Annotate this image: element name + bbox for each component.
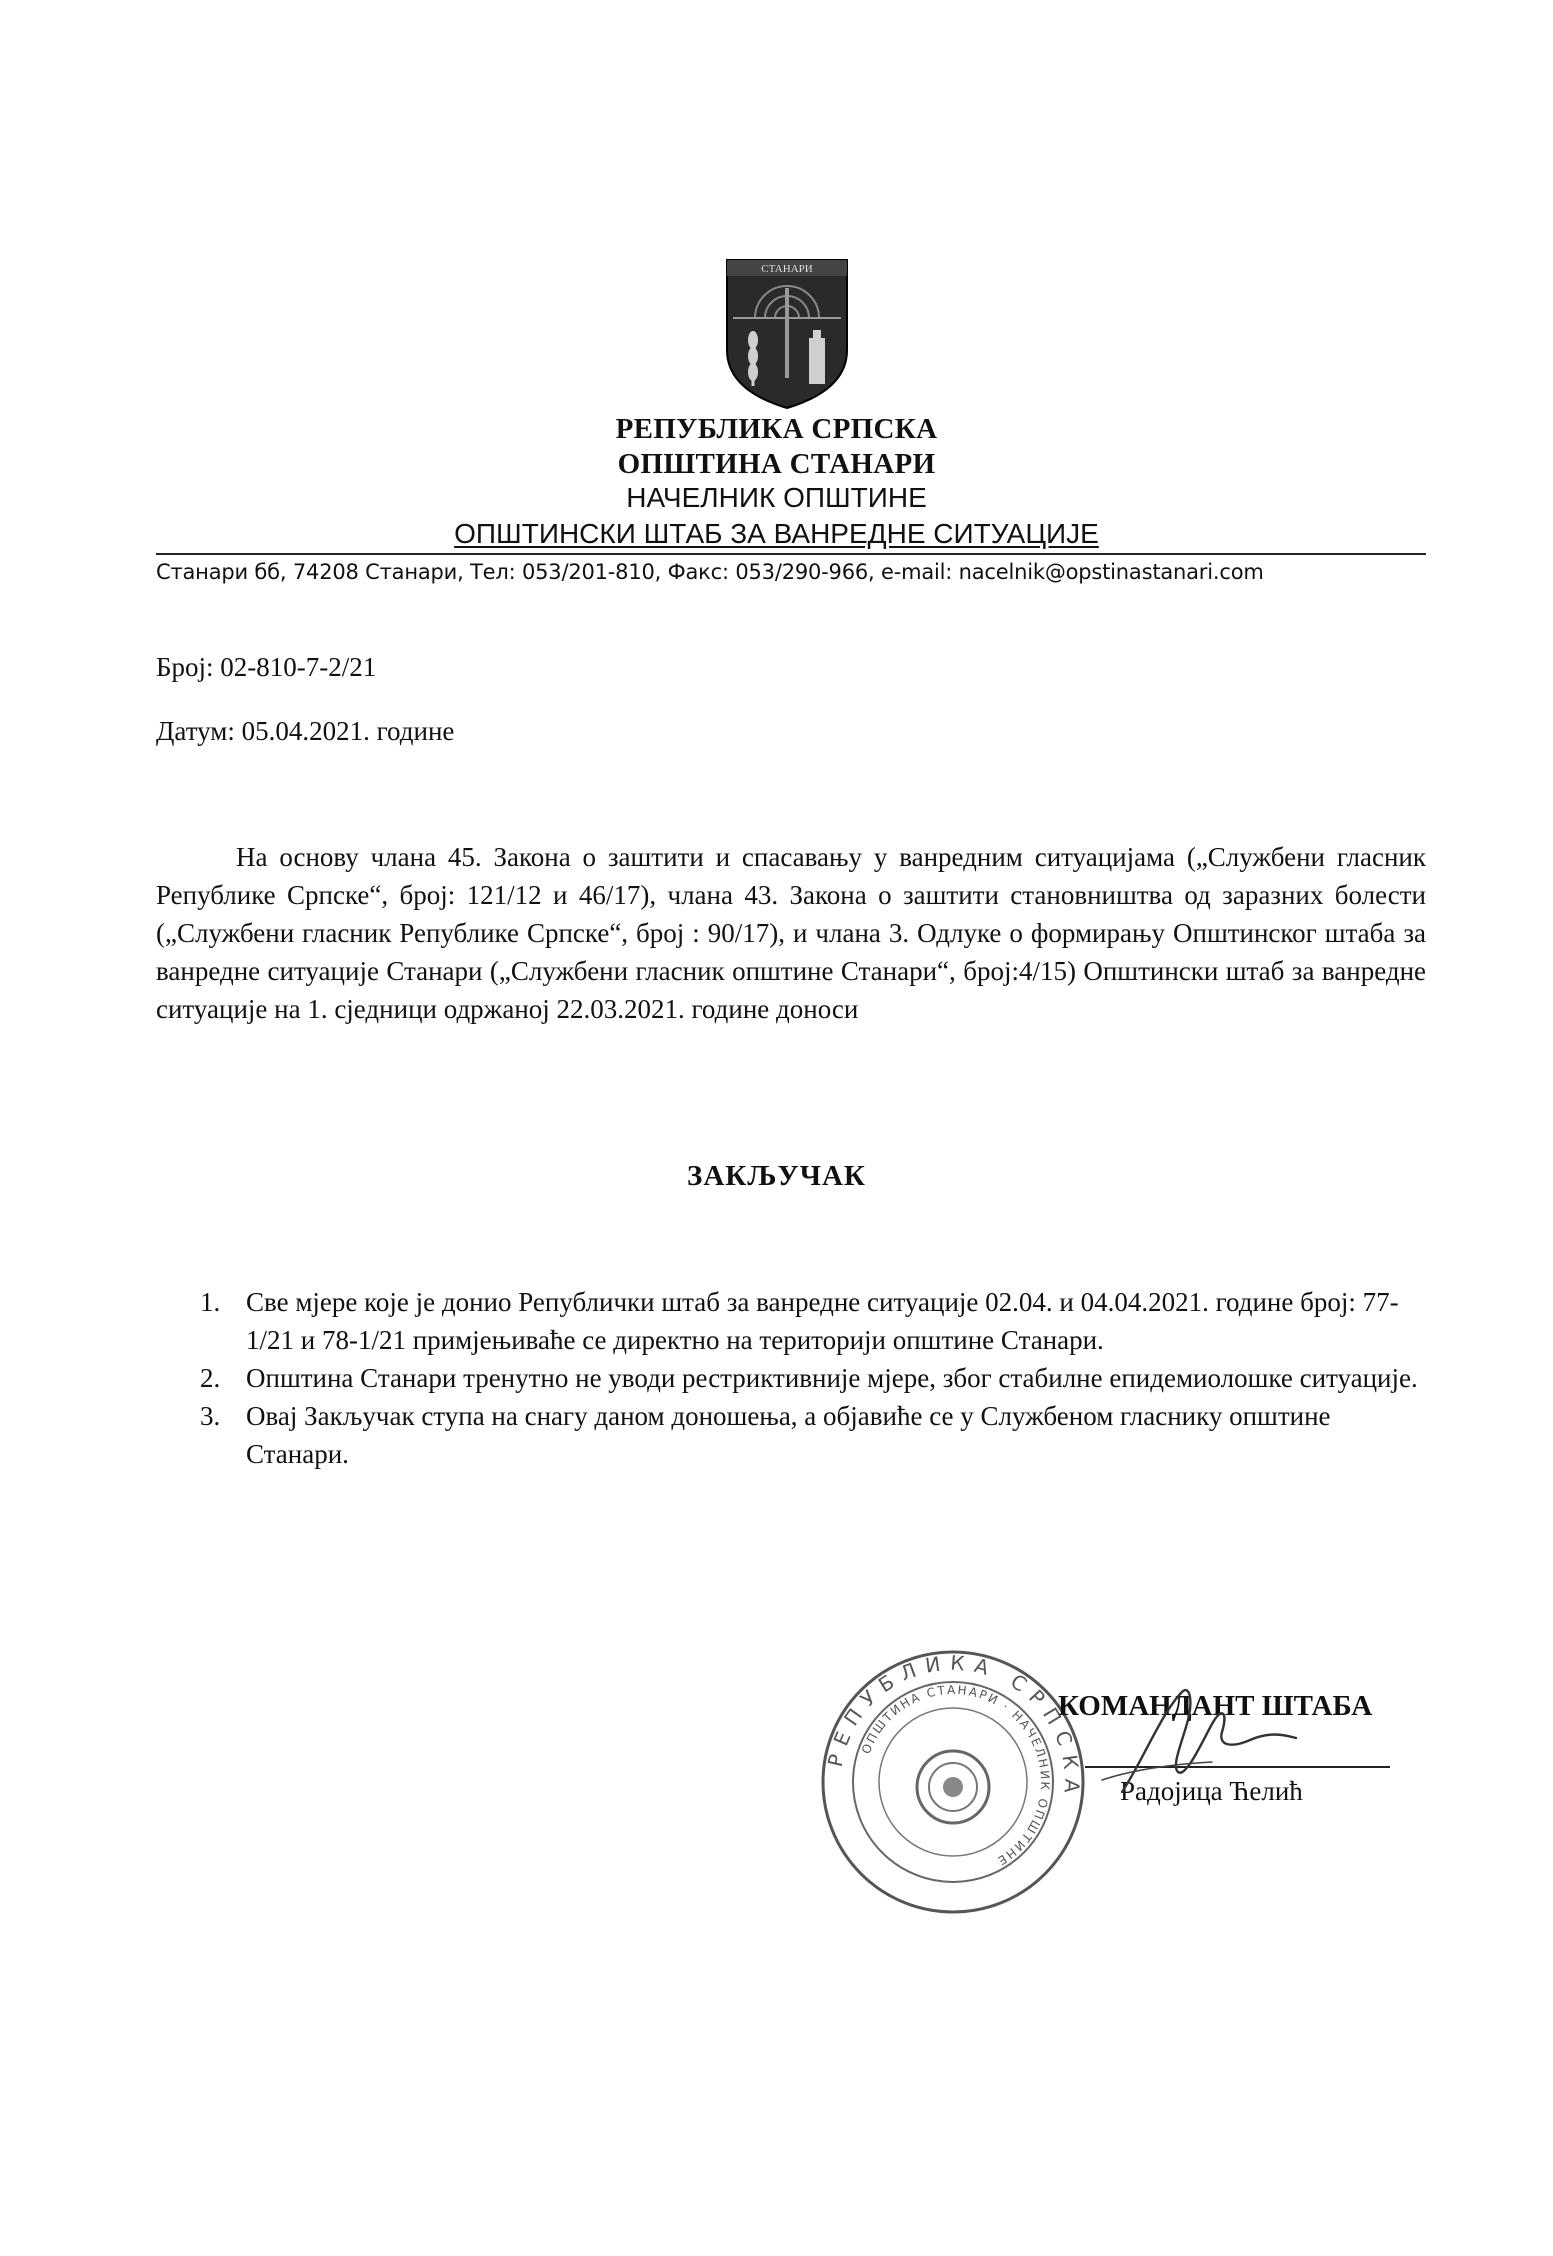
stamp-outer-text: РЕПУБЛИКА СРПСКА	[822, 1650, 1085, 1803]
list-item	[186, 1397, 1426, 1473]
conclusion-list	[186, 1283, 1426, 1473]
municipal-coat-of-arms-icon	[725, 258, 849, 410]
document-title: ЗАКЉУЧАК	[687, 1160, 866, 1192]
document-date: Датум: 05.04.2021. године	[156, 716, 455, 746]
list-item-number: 2.	[200, 1363, 221, 1393]
header-municipality: ОПШТИНА СТАНАРИ	[617, 448, 936, 480]
emblem-banner-text: СТАНАРИ	[761, 263, 813, 275]
list-item-number: 1.	[200, 1287, 221, 1317]
commander-title: КОМАНДАНТ ШТАБА	[1058, 1690, 1373, 1722]
list-item	[186, 1283, 1426, 1359]
document-number: Број: 02-810-7-2/21	[156, 652, 377, 682]
list-item-text: Општина Станари тренутно не уводи рестриктивније мјере, због стабилне епидемиолошке ситуације.	[246, 1363, 1418, 1393]
header-emergency-staff: ОПШТИНСКИ ШТАБ ЗА ВАНРЕДНЕ СИТУАЦИЈЕ	[454, 518, 1099, 549]
list-item-number: 3.	[200, 1401, 221, 1431]
commander-name: Радојица Ћелић	[1120, 1776, 1303, 1806]
list-item	[186, 1359, 1426, 1397]
handwritten-signature	[1082, 1672, 1312, 1802]
list-item-text: Све мјере које је донио Републички штаб за ванредне ситуације 02.04. и 04.04.2021. године број: 77-1/21 и 78-1/21 примјењиваће се директно на територији општине Станари.	[246, 1287, 1399, 1355]
list-item-text: Овај Закључак ступа на снагу даном доношења, а објавиће се у Службеном гласнику општине Станари.	[246, 1401, 1331, 1469]
header-republic: РЕПУБЛИКА СРПСКА	[615, 413, 938, 445]
intro-paragraph: На основу члана 45. Закона о заштити и спасавању у ванредним ситуацијама („Службени гласник Републике Српске“, број: 121/12 и 46/17), члана 43. Закона о заштити становништва од заразних болести („Службени гласник Републике Српске“, број : 90/17), и члана 3. Одлуке о формирању Општинског штаба за ванредне ситуације Станари („Службени гласник општине Станари“, број:4/15) Општински штаб за ванредне ситуације на 1. сједници одржаној 22.03.2021. године доноси	[156, 842, 1426, 1024]
header-divider	[156, 553, 1426, 555]
stamp-inner-text: ОПШТИНА СТАНАРИ · НАЧЕЛНИК ОПШТИНЕ	[858, 1682, 1053, 1869]
header-mayor: НАЧЕЛНИК ОПШТИНЕ	[626, 482, 927, 513]
header-address: Станари бб, 74208 Станари, Тел: 053/201-810, Факс: 053/290-966, e-mail: nacelnik@opstinastanari.com	[156, 560, 1264, 584]
official-round-stamp-icon	[818, 1647, 1088, 1917]
